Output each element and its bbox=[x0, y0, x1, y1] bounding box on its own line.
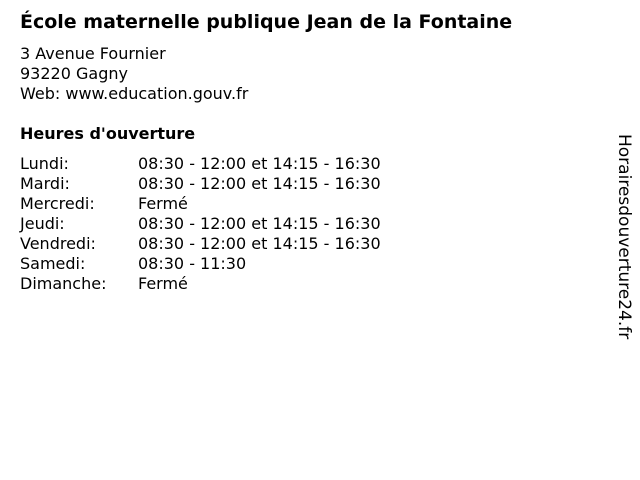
hours-row-tuesday bbox=[20, 174, 381, 194]
hours-row-friday bbox=[20, 234, 381, 254]
address-block bbox=[20, 44, 248, 104]
hours-row-sunday bbox=[20, 274, 381, 294]
day-label: Vendredi: bbox=[20, 234, 96, 253]
site-watermark: Horairesdouverture24.fr bbox=[614, 134, 634, 340]
hours-value: 08:30 - 12:00 et 14:15 - 16:30 bbox=[138, 214, 381, 233]
page-title: École maternelle publique Jean de la Fontaine bbox=[20, 11, 513, 33]
hours-value: 08:30 - 11:30 bbox=[138, 254, 247, 273]
hours-value: Fermé bbox=[138, 194, 188, 213]
hours-row-wednesday bbox=[20, 194, 381, 214]
day-label: Samedi: bbox=[20, 254, 86, 273]
day-label: Dimanche: bbox=[20, 274, 107, 293]
hours-value: 08:30 - 12:00 et 14:15 - 16:30 bbox=[138, 234, 381, 253]
hours-row-thursday bbox=[20, 214, 381, 234]
day-label: Mardi: bbox=[20, 174, 70, 193]
hours-row-monday bbox=[20, 154, 381, 174]
address-street: 3 Avenue Fournier bbox=[20, 44, 166, 63]
hours-value: Fermé bbox=[138, 274, 188, 293]
opening-hours-table bbox=[20, 154, 381, 294]
address-city: 93220 Gagny bbox=[20, 64, 128, 83]
day-label: Mercredi: bbox=[20, 194, 95, 213]
hours-value: 08:30 - 12:00 et 14:15 - 16:30 bbox=[138, 154, 381, 173]
opening-hours-heading: Heures d'ouverture bbox=[20, 124, 196, 143]
hours-value: 08:30 - 12:00 et 14:15 - 16:30 bbox=[138, 174, 381, 193]
day-label: Lundi: bbox=[20, 154, 69, 173]
website-link[interactable]: Web: www.education.gouv.fr bbox=[20, 84, 249, 103]
hours-row-saturday bbox=[20, 254, 381, 274]
day-label: Jeudi: bbox=[20, 214, 65, 233]
